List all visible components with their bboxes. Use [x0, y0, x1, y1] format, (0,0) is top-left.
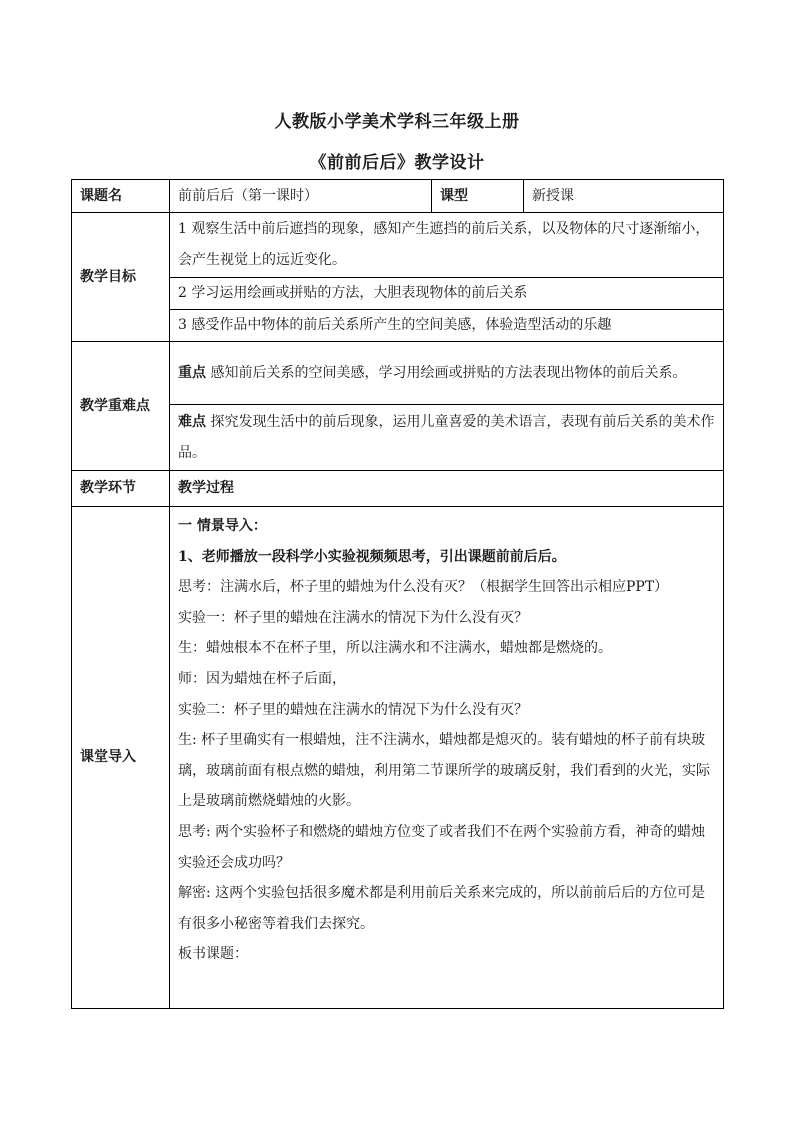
- intro-think-1: 思考：注满水后，杯子里的蜡烛为什么没有灭？（根据学生回答出示相应PPT）: [178, 579, 669, 596]
- intro-label: 课堂导入: [72, 507, 170, 1009]
- intro-think-2: 思考: 两个实验杯子和燃烧的蜡烛方位变了或者我们不在两个实验前方看，神奇的蜡烛实验还会成功吗？: [178, 823, 706, 871]
- focus-cell: [170, 342, 724, 405]
- objective-row-1: [72, 213, 724, 278]
- topic-label: 课题名: [72, 180, 170, 213]
- objective-row-2: [72, 278, 724, 310]
- topic-row: [72, 180, 724, 213]
- intro-experiment-2: 实验二：杯子里的蜡烛在注满水的情况下为什么没有灭？: [178, 701, 528, 718]
- objective-item-3: 3 感受作品中物体的前后关系所产生的空间美感，体验造型活动的乐趣: [170, 310, 724, 342]
- document-title: 人教版小学美术学科三年级上册: [274, 112, 520, 132]
- intro-reveal: 解密: 这两个实验包括很多魔术都是利用前后关系来完成的，所以前前后后的方位可是有很多小秘密等着我们去探究。: [178, 885, 706, 932]
- lesson-type-value: 新授课: [524, 180, 724, 213]
- topic-value: 前前后后（第一课时）: [170, 180, 432, 213]
- difficulty-text: 探究发现生活中的前后现象，运用儿童喜爱的美术语言，表现有前后关系的美术作品。: [178, 413, 715, 461]
- difficulty-label: 难点: [178, 413, 206, 430]
- focus-row: [72, 342, 724, 405]
- intro-teacher-1: 师：因为蜡烛在杯子后面，: [178, 670, 346, 687]
- difficulty-cell: [170, 405, 724, 471]
- process-header: 教学过程: [170, 471, 724, 507]
- objective-row-3: [72, 310, 724, 342]
- intro-student-1: 生：蜡烛根本不在杯子里，所以注满水和不注满水，蜡烛都是燃烧的。: [178, 640, 612, 657]
- stage-header: 教学环节: [72, 471, 170, 507]
- objectives-label: 教学目标: [72, 213, 170, 342]
- difficulty-row: [72, 405, 724, 471]
- document-subtitle: 《前前后后》教学设计: [309, 153, 485, 173]
- intro-student-2: 生: 杯子里确实有一根蜡烛，注不注满水，蜡烛都是熄灭的。装有蜡烛的杯子前有块玻璃，玻璃前面有根点燃的蜡烛，利用第二节课所学的玻璃反射，我们看到的火光，实际上是玻璃前燃烧蜡烛的火影。: [178, 732, 710, 810]
- objective-item-2: 2 学习运用绘画或拼贴的方法，大胆表现物体的前后关系: [170, 278, 724, 310]
- intro-experiment-1: 实验一：杯子里的蜡烛在注满水的情况下为什么没有灭？: [178, 609, 528, 626]
- focus-label: 重点: [178, 364, 206, 381]
- focus-text: 感知前后关系的空间美感，学习用绘画或拼贴的方法表现出物体的前后关系。: [210, 364, 687, 381]
- objective-item-1: 1 观察生活中前后遮挡的现象，感知产生遮挡的前后关系，以及物体的尺寸逐渐缩小，会产生视觉上的远近变化。: [170, 213, 724, 278]
- section-header-row: [72, 471, 724, 507]
- lesson-type-label: 课型: [432, 180, 524, 213]
- intro-heading: 一 情景导入：: [178, 518, 267, 534]
- intro-content: [170, 507, 724, 1009]
- intro-row: [72, 507, 724, 1009]
- intro-board-title: 板书课题：: [178, 946, 248, 963]
- lesson-plan-table: [71, 179, 724, 1009]
- key-points-label: 教学重难点: [72, 342, 170, 471]
- intro-step-1: 1、老师播放一段科学小实验视频频思考，引出课题前前后后。: [178, 548, 566, 565]
